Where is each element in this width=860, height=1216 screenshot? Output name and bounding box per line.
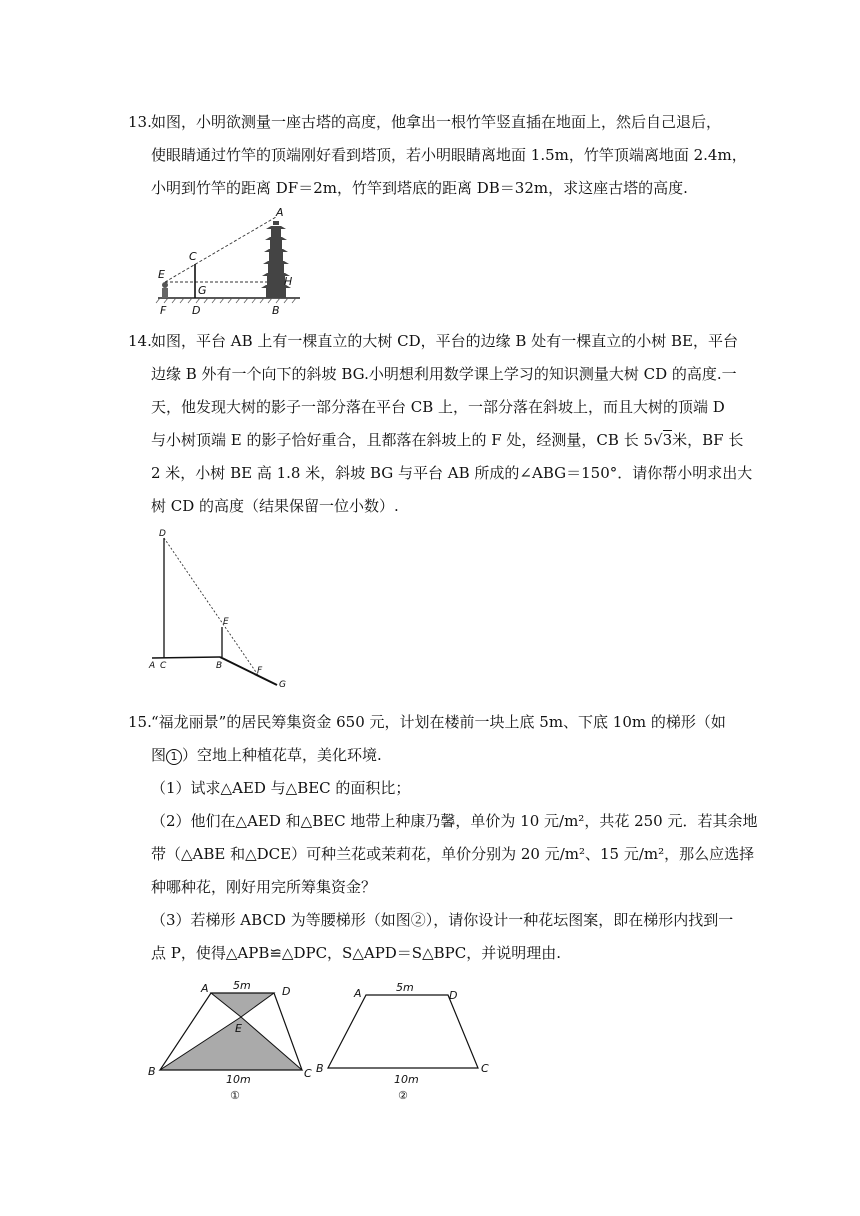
point-label-C: C	[160, 661, 167, 671]
text-segment: 米，BF 长	[672, 431, 744, 449]
text-segment: ）空地上种植花草，美化环境.	[182, 746, 382, 764]
sqrt-symbol: √	[653, 431, 663, 449]
question-text-line: 天，他发现大树的影子一部分落在平台 CB 上，一部分落在斜坡上，而且大树的顶端 D	[151, 398, 725, 416]
sub-question-2-line: 种哪种花，刚好用完所筹集资金？	[151, 878, 377, 896]
sub-question-2-line: （2）他们在△AED 和△BEC 地带上种康乃馨，单价为 10 元/m²，共花 250 元．若其余地	[151, 812, 758, 830]
circled-number: 1	[166, 749, 182, 765]
sub-question-3-line: 点 P，使得△APB≌△DPC，S△APD＝S△BPC，并说明理由.	[151, 944, 561, 962]
point-label-C: C	[304, 1067, 312, 1080]
top-base-length: 5m	[396, 981, 414, 994]
top-base-length: 5m	[233, 979, 251, 992]
sqrt-radicand: 3	[662, 431, 673, 449]
question-text-line	[151, 430, 743, 450]
trapezoid-figure-1	[140, 975, 320, 1105]
point-label-A: A	[276, 206, 284, 219]
point-label-B: B	[148, 1065, 156, 1078]
point-label-D: D	[282, 985, 291, 998]
person-icon	[162, 282, 168, 298]
question-number: 15.	[128, 713, 152, 731]
point-label-E: E	[158, 268, 165, 281]
sub-question-3-line: （3）若梯形 ABCD 为等腰梯形（如图②），请你设计一种花坛图案，即在梯形内找到一	[151, 911, 734, 929]
question-text-line: 如图，小明欲测量一座古塔的高度，他拿出一根竹竿竖直插在地面上，然后自己退后，	[151, 113, 722, 131]
question-text-line	[151, 745, 382, 765]
question-text-line: 树 CD 的高度（结果保留一位小数）.	[151, 497, 399, 515]
question-text-line: 使眼睛通过竹竿的顶端刚好看到塔顶，若小明眼睛离地面 1.5m，竹竿顶端离地面 2.4m，	[151, 146, 747, 164]
question-text-line: 2 米，小树 BE 高 1.8 米，斜坡 BG 与平台 AB 所成的∠ABG＝150°．请你帮小明求出大	[151, 464, 753, 482]
point-label-D: D	[159, 529, 166, 539]
question-text-line: 如图，平台 AB 上有一棵直立的大树 CD，平台的边缘 B 处有一棵直立的小树 BE，平台	[151, 332, 738, 350]
point-label-D: D	[449, 989, 458, 1002]
point-label-D: D	[192, 304, 201, 317]
figure-caption: ②	[398, 1089, 408, 1102]
sub-question-2-line: 带（△ABE 和△DCE）可种兰花或茉莉花，单价分别为 20 元/m²、15 元/m²，那么应选择	[151, 845, 755, 863]
question-text-line: 边缘 B 外有一个向下的斜坡 BG.小明想利用数学课上学习的知识测量大树 CD 的高度.一	[151, 365, 737, 383]
trapezoid-figure-2	[310, 975, 500, 1105]
point-label-A: A	[354, 987, 362, 1000]
point-label-E: E	[235, 1022, 242, 1035]
point-label-A: A	[149, 661, 156, 671]
pagoda-figure	[150, 205, 310, 320]
text-segment: 与小树顶端 E 的影子恰好重合，且都落在斜坡上的 F 处，经测量，CB 长 5	[151, 431, 654, 449]
question-number: 14.	[128, 332, 152, 350]
point-label-B: B	[272, 304, 280, 317]
bottom-base-length: 10m	[394, 1073, 419, 1086]
text-segment: 图	[151, 746, 167, 764]
tree-shadow-figure	[140, 525, 300, 695]
point-label-C: C	[189, 250, 197, 263]
point-label-E: E	[223, 617, 229, 627]
point-label-H: H	[284, 275, 293, 288]
point-label-G: G	[279, 680, 286, 690]
point-label-B: B	[216, 661, 223, 671]
point-label-F: F	[160, 304, 167, 317]
point-label-A: A	[201, 982, 209, 995]
question-text-line: 小明到竹竿的距离 DF＝2m，竹竿到塔底的距离 DB＝32m，求这座古塔的高度.	[151, 179, 688, 197]
question-number: 13.	[128, 113, 152, 131]
question-text-line: “福龙丽景”的居民筹集资金 650 元，计划在楼前一块上底 5m、下底 10m 的梯形（如	[151, 713, 726, 731]
point-label-C: C	[481, 1062, 489, 1075]
point-label-B: B	[316, 1062, 324, 1075]
point-label-G: G	[198, 284, 207, 297]
sub-question-1: （1）试求△AED 与△BEC 的面积比；	[151, 779, 411, 797]
figure-caption: ①	[230, 1089, 240, 1102]
bottom-base-length: 10m	[226, 1073, 251, 1086]
point-label-F: F	[257, 666, 263, 676]
